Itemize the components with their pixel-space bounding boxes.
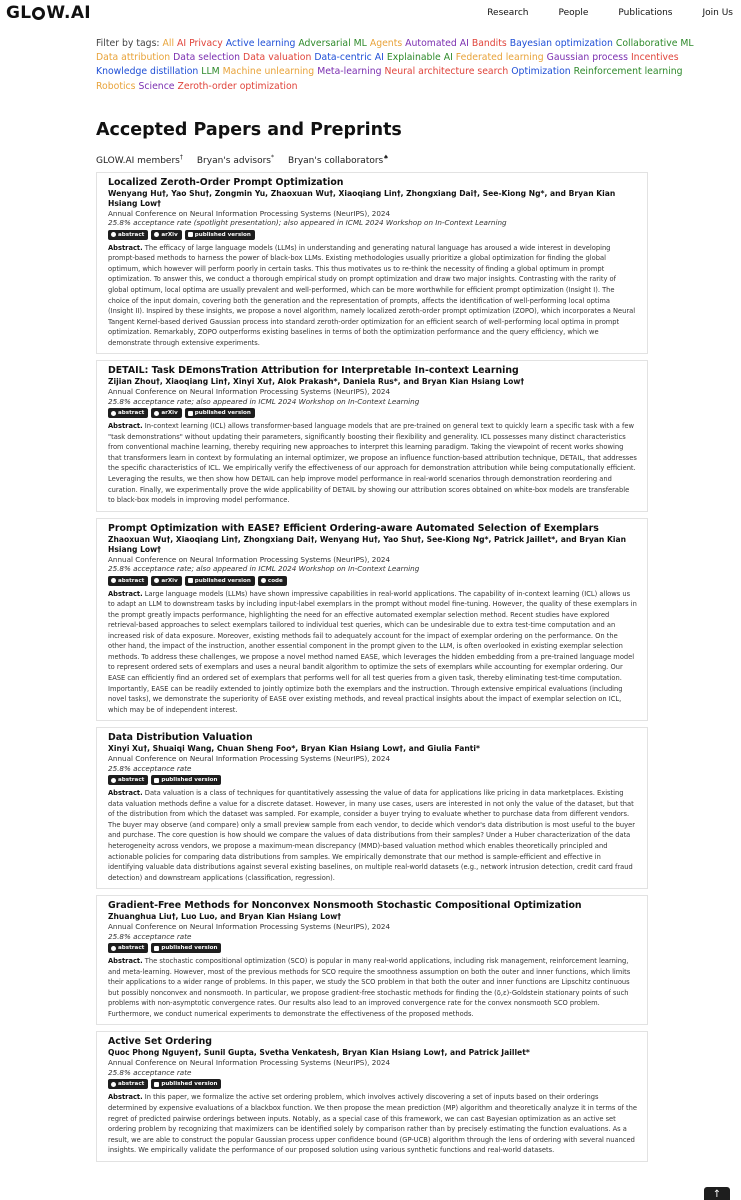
abstract-text: Data valuation is a class of techniques for quantitatively assessing the value of data for applications like pricing in data marketplaces. Existing data valuation methods define a value for a discrete dataset. However, in many use cases, users are interested in not only the value of the dataset, but that of the distribution from which the dataset was sampled. For example, consider a buyer trying to evaluate whether to purchase data from different vendors. The buyer may observe (and compare) only a small preview sample from each vendor, to decide which vendor's data distribution is most useful to the buyer and purchase. The core question is how should we compare the values of data distributions from their samples? Under a Huber characterization of the data heterogeneity across vendors, we propose a maximum-mean discrepancy (MMD)-based valuation method which enables theoretically principled and actionable policies for comparing data distributions from samples. We empirically demonstrate that our method is sample-efficient and effective in identifying valuable data distributions against several existing baselines, on multiple real-world datasets (e.g., network intrusion detection, credit card fraud detection) and downstream applications (classification, regression). (108, 789, 635, 882)
filter-tag[interactable]: Data-centric AI (314, 52, 384, 64)
filter-tag[interactable]: Robotics (96, 80, 136, 92)
paper-abstract (108, 421, 637, 505)
glow-ai-logo[interactable] (6, 3, 91, 23)
paper-card (96, 727, 648, 889)
published-icon (154, 1082, 159, 1087)
abstract-button-label: abstract (118, 1081, 145, 1088)
paper-card (96, 360, 648, 511)
published-icon (188, 232, 193, 237)
filter-tag[interactable]: Neural architecture search (384, 66, 509, 78)
published-button[interactable] (151, 1079, 221, 1089)
abstract-button-label: abstract (118, 777, 145, 784)
paper-buttons (108, 943, 637, 953)
published-button-label: published version (194, 577, 251, 584)
published-icon (154, 778, 159, 783)
legend-collaborators (288, 154, 389, 166)
filter-tag[interactable]: All (162, 38, 175, 49)
scroll-to-top-button[interactable]: ↑ (704, 1187, 730, 1200)
abstract-button[interactable] (108, 1079, 148, 1089)
arxiv-button[interactable] (151, 408, 181, 418)
paper-authors: Xinyi Xu†, Shuaiqi Wang, Chuan Sheng Foo*, Bryan Kian Hsiang Low†, and Giulia Fanti* (108, 744, 480, 754)
legend-members-mark: † (179, 153, 183, 161)
paper-title[interactable]: Active Set Ordering (108, 1036, 212, 1048)
paper-authors: Zhuanghua Liu†, Luo Luo, and Bryan Kian Hsiang Low† (108, 912, 342, 922)
arxiv-button-label: arXiv (161, 577, 178, 584)
paper-title[interactable]: Localized Zeroth-Order Prompt Optimization (108, 176, 344, 188)
filter-tag[interactable]: Reinforcement learning (573, 66, 683, 78)
logo-text-right: W.AI (46, 3, 91, 23)
filter-tag[interactable]: Incentives (630, 52, 679, 64)
filter-tag[interactable]: Knowledge distillation (96, 66, 199, 78)
legend-advisors-mark: * (270, 153, 274, 161)
abstract-button[interactable] (108, 230, 148, 240)
paper-venue: Annual Conference on Neural Information Processing Systems (NeurIPS), 2024 (108, 922, 391, 932)
published-button[interactable] (151, 775, 221, 785)
code-icon (261, 578, 266, 583)
code-button-label: code (267, 577, 283, 584)
arxiv-button-label: arXiv (161, 231, 178, 238)
paper-venue: Annual Conference on Neural Information Processing Systems (NeurIPS), 2024 (108, 554, 391, 564)
paper-card (96, 172, 648, 354)
paper-authors: Zijian Zhou†, Xiaoqiang Lin†, Xinyi Xu†, Alok Prakash*, Daniela Rus*, and Bryan Kian Hsiang Low† (108, 377, 525, 387)
filter-tag[interactable]: AI Privacy (177, 38, 223, 49)
abstract-button[interactable] (108, 576, 148, 586)
filter-tag[interactable]: Gaussian process (546, 52, 628, 64)
abstract-button-label: abstract (118, 577, 145, 584)
nav-link-people[interactable]: People (558, 8, 589, 18)
filter-tag[interactable]: Zeroth-order optimization (177, 80, 298, 92)
abstract-text: The efficacy of large language models (LLMs) in understanding and generating natural language has aroused a wide interest in developing prompt-based methods to harness the power of black-box LLMs. Existing methodologies usually prioritize a global optimization for finding the global optimum, which however will perform poorly in certain tasks. This thus motivates us to re-think the necessity of finding a global optimum in prompt optimization. To answer this, we conduct a thorough empirical study on prompt optimization and draw two major insights. Contrasting with the rarity of global optimum, local optima are usually prevalent and well-performed, which can be more worthwhile for efficient prompt optimization (Insight I). The choice of the input domain, covering both the generation and the representation of prompts, affects the identification of well-performing local optima (Insight II). Inspired by these insights, we propose a novel algorithm, namely localized zeroth-order prompt optimization (ZOPO), which incorporates a Neural Tangent Kernel-based derived Gaussian process into standard zeroth-order optimization for an efficient search of well-performing local optima in prompt optimization. Remarkably, ZOPO outperforms existing baselines in terms of both the optimization performance and the query efficiency, which we demonstrate through extensive experiments. (108, 243, 636, 347)
abstract-icon (111, 1082, 116, 1087)
nav-link-research[interactable]: Research (487, 8, 529, 18)
arxiv-icon (154, 578, 159, 583)
legend-advisors-label: Bryan's advisors (196, 155, 271, 166)
abstract-button-label: abstract (118, 945, 145, 952)
paper-authors: Zhaoxuan Wu†, Xiaoqiang Lin†, Zhongxiang Dai†, Wenyang Hu†, Yao Shu†, See-Kiong Ng*, Patrick Jaillet*, and Bryan Kian Hsiang Low† (108, 534, 626, 554)
filter-label: Filter by tags: (96, 38, 160, 49)
abstract-button-label: abstract (118, 410, 145, 417)
legend-members-label: GLOW.AI members (96, 155, 180, 166)
filter-tag[interactable]: Agents (369, 38, 403, 49)
paper-card (96, 895, 648, 1025)
paper-note: 25.8% acceptance rate (108, 763, 192, 773)
nav-links (487, 8, 733, 18)
abstract-label: Abstract. (108, 957, 143, 966)
paper-abstract (108, 243, 637, 348)
tag-list (96, 38, 694, 92)
filter-tag[interactable]: Meta-learning (317, 66, 382, 78)
legend-advisors (197, 154, 274, 166)
filter-tag[interactable]: Machine unlearning (222, 66, 315, 78)
abstract-icon (111, 778, 116, 783)
paper-list (96, 172, 648, 1162)
author-legend (96, 154, 741, 166)
paper-note: 25.8% acceptance rate; also appeared in ICML 2024 Workshop on In-Context Learning (108, 564, 420, 574)
logo-ring-icon (32, 7, 45, 20)
tag-filter (0, 26, 741, 94)
filter-tag[interactable]: Optimization (511, 66, 571, 78)
paper-note: 25.8% acceptance rate (108, 1067, 192, 1077)
abstract-icon (111, 578, 116, 583)
paper-abstract (108, 956, 637, 1019)
abstract-icon (111, 232, 116, 237)
paper-title[interactable]: Gradient-Free Methods for Nonconvex Nonsmooth Stochastic Compositional Optimization (108, 900, 582, 912)
abstract-label: Abstract. (108, 422, 143, 431)
paper-title[interactable]: DETAIL: Task DEmonsTration Attribution for Interpretable In-context Learning (108, 365, 519, 377)
paper-buttons (108, 576, 637, 586)
paper-venue: Annual Conference on Neural Information Processing Systems (NeurIPS), 2024 (108, 208, 391, 218)
page-title: Accepted Papers and Preprints (96, 119, 402, 140)
abstract-label: Abstract. (108, 243, 143, 252)
filter-tag[interactable]: Active learning (225, 38, 296, 49)
filter-tag[interactable]: Automated AI (405, 38, 469, 49)
filter-tag[interactable]: Bayesian optimization (509, 38, 613, 49)
paper-card (96, 1031, 648, 1161)
code-button[interactable] (258, 576, 287, 586)
abstract-label: Abstract. (108, 789, 143, 798)
abstract-label: Abstract. (108, 589, 143, 598)
filter-tag[interactable]: LLM (201, 66, 220, 78)
paper-venue: Annual Conference on Neural Information Processing Systems (NeurIPS), 2024 (108, 387, 391, 397)
paper-authors: Quoc Phong Nguyen†, Sunil Gupta, Svetha Venkatesh, Bryan Kian Hsiang Low†, and Patrick Jaillet* (108, 1048, 530, 1058)
legend-collaborators-mark: ♠ (383, 153, 389, 161)
abstract-button[interactable] (108, 943, 148, 953)
logo-text-left: GL (6, 3, 32, 23)
arxiv-button[interactable] (151, 576, 181, 586)
arxiv-icon (154, 411, 159, 416)
paper-note: 25.8% acceptance rate; also appeared in ICML 2024 Workshop on In-Context Learning (108, 396, 420, 406)
published-icon (154, 946, 159, 951)
paper-abstract (108, 1092, 637, 1155)
paper-abstract (108, 788, 637, 883)
abstract-text: Large language models (LLMs) have shown impressive capabilities in real-world applications. The capability of in-context learning (ICL) allows us to adapt an LLM to downstream tasks by including input-label exemplars in the prompt without model fine-tuning. However, the quality of these exemplars in the prompt greatly impacts performance, highlighting the need for an effective automated exemplar selection method. Recent studies have explored retrieval-based approaches to select exemplars tailored to individual test queries, which can be undesirable due to extra test-time computation and an increased risk of data exposure. Moreover, existing methods fail to adequately account for the impact of exemplar ordering on the performance. On the other hand, the impact of the instruction, another essential component in the prompt given to the LLM, is often overlooked in existing exemplar selection methods. To address these challenges, we propose a novel method named EASE, which leverages the hidden embedding from a pre-trained language model to represent ordered sets of exemplars and uses a neural bandit algorithm to optimize the sets of exemplars while accounting for exemplar ordering. Our EASE can efficiently find an ordered set of exemplars that performs well for all test queries from a given task, thereby eliminating test-time computation. Importantly, EASE can be readily extended to jointly optimize both the exemplars and the instruction. Through extensive empirical evaluations (including novel tasks), we demonstrate the superiority of EASE over existing methods, and reveal practical insights about the impact of exemplar selection on ICL, which may be of independent interest. (108, 589, 637, 714)
paper-buttons (108, 230, 637, 240)
paper-title[interactable]: Data Distribution Valuation (108, 732, 253, 744)
published-icon (188, 578, 193, 583)
top-nav (0, 0, 741, 26)
paper-abstract (108, 589, 637, 716)
published-button-label: published version (161, 1081, 218, 1088)
arxiv-button-label: arXiv (161, 410, 178, 417)
published-button-label: published version (194, 231, 251, 238)
abstract-text: In-context learning (ICL) allows transformer-based language models that are pre-trained on general text to quickly learn a specific task with a few "task demonstrations" without updating their parameters, significantly boosting their flexibility and generality. ICL possesses many distinct characteristics from conventional machine learning, thereby requiring new approaches to interpret this learning paradigm. Taking the viewpoint of recent works showing that transformers learn in context by formulating an internal optimizer, we propose an influence function-based attribution technique, DETAIL, that addresses the specific characteristics of ICL. We empirically verify the effectiveness of our approach for demonstration attribution while being computationally efficient. Leveraging the results, we then show how DETAIL can help improve model performance in real-world scenarios through demonstration reordering and curation. Finally, we experimentally prove the wide applicability of DETAIL by showing our attribution scores obtained on white-box models are transferable to black-box models in improving model performance. (108, 422, 637, 505)
published-icon (188, 411, 193, 416)
legend-collaborators-label: Bryan's collaborators (287, 155, 384, 166)
filter-tag[interactable]: Data attribution (96, 52, 171, 64)
abstract-text: The stochastic compositional optimization (SCO) is popular in many real-world applications, including risk management, reinforcement learning, and meta-learning. However, most of the previous methods for SCO require the smoothness assumption on both the outer and inner functions, which limits their applications to a wider range of problems. In this paper, we study the SCO problem in that both the outer and inner functions are Lipschitz continuous but possibly nonconvex and nonsmooth. In particular, we propose gradient-free stochastic methods for finding the (δ,ε)-Goldstein stationary points of such problems with non-asymptotic convergence rates. Our results also lead to an improved convergence rate for the convex nonsmooth SCO problem. Furthermore, we conduct numerical experiments to demonstrate the effectiveness of the proposed methods. (108, 957, 631, 1018)
published-button-label: published version (194, 410, 251, 417)
paper-buttons (108, 775, 637, 785)
published-button-label: published version (161, 945, 218, 952)
published-button[interactable] (185, 408, 255, 418)
paper-authors: Wenyang Hu†, Yao Shu†, Zongmin Yu, Zhaoxuan Wu†, Xiaoqiang Lin†, Zhongxiang Dai†, See-Kiong Ng*, and Bryan Kian Hsiang Low† (108, 188, 616, 208)
nav-link-join-us[interactable]: Join Us (702, 8, 733, 18)
abstract-icon (111, 946, 116, 951)
abstract-button[interactable] (108, 775, 148, 785)
nav-link-publications[interactable]: Publications (618, 8, 673, 18)
abstract-text: In this paper, we formalize the active set ordering problem, which involves actively discovering a set of inputs based on their orderings determined by expensive evaluations of a blackbox function. We then propose the mean prediction (MP) algorithm and theoretically analyze it in terms of the regret of predicted pairwise orderings between inputs. Notably, as a special case of this framework, we can cast Bayesian optimization as an active set ordering problem by recognizing that maximizers can be identified solely by comparison rather than by precisely estimating the function evaluations. As a result, we are able to construct the popular Gaussian process upper confidence bound (GP-UCB) algorithm through the lens of ordering with several nuanced insights. We empirically validate the performance of our proposed solution using various synthetic functions and real-world datasets. (108, 1093, 637, 1155)
abstract-button-label: abstract (118, 231, 145, 238)
filter-tag[interactable]: Bandits (471, 38, 507, 49)
paper-title[interactable]: Prompt Optimization with EASE? Efficient Ordering-aware Automated Selection of Exemplars (108, 522, 599, 534)
published-button[interactable] (185, 230, 255, 240)
published-button[interactable] (151, 943, 221, 953)
abstract-button[interactable] (108, 408, 148, 418)
paper-note: 25.8% acceptance rate (spotlight presentation); also appeared in ICML 2024 Workshop on In-Context Learning (108, 218, 507, 228)
filter-tag[interactable]: Federated learning (455, 52, 544, 64)
paper-buttons (108, 1079, 637, 1089)
paper-note: 25.8% acceptance rate (108, 931, 192, 941)
filter-tag[interactable]: Collaborative ML (615, 38, 694, 49)
abstract-label: Abstract. (108, 1093, 143, 1102)
abstract-icon (111, 411, 116, 416)
paper-venue: Annual Conference on Neural Information Processing Systems (NeurIPS), 2024 (108, 754, 391, 764)
filter-tag[interactable]: Adversarial ML (298, 38, 367, 49)
arxiv-icon (154, 232, 159, 237)
published-button[interactable] (185, 576, 255, 586)
legend-members (96, 154, 183, 166)
filter-tag[interactable]: Science (138, 80, 175, 92)
paper-buttons (108, 408, 637, 418)
filter-tag[interactable]: Data selection (173, 52, 241, 64)
paper-venue: Annual Conference on Neural Information Processing Systems (NeurIPS), 2024 (108, 1058, 391, 1068)
filter-tag[interactable]: Data valuation (243, 52, 312, 64)
arxiv-button[interactable] (151, 230, 181, 240)
published-button-label: published version (161, 777, 218, 784)
filter-tag[interactable]: Explainable AI (386, 52, 453, 64)
paper-card (96, 518, 648, 722)
